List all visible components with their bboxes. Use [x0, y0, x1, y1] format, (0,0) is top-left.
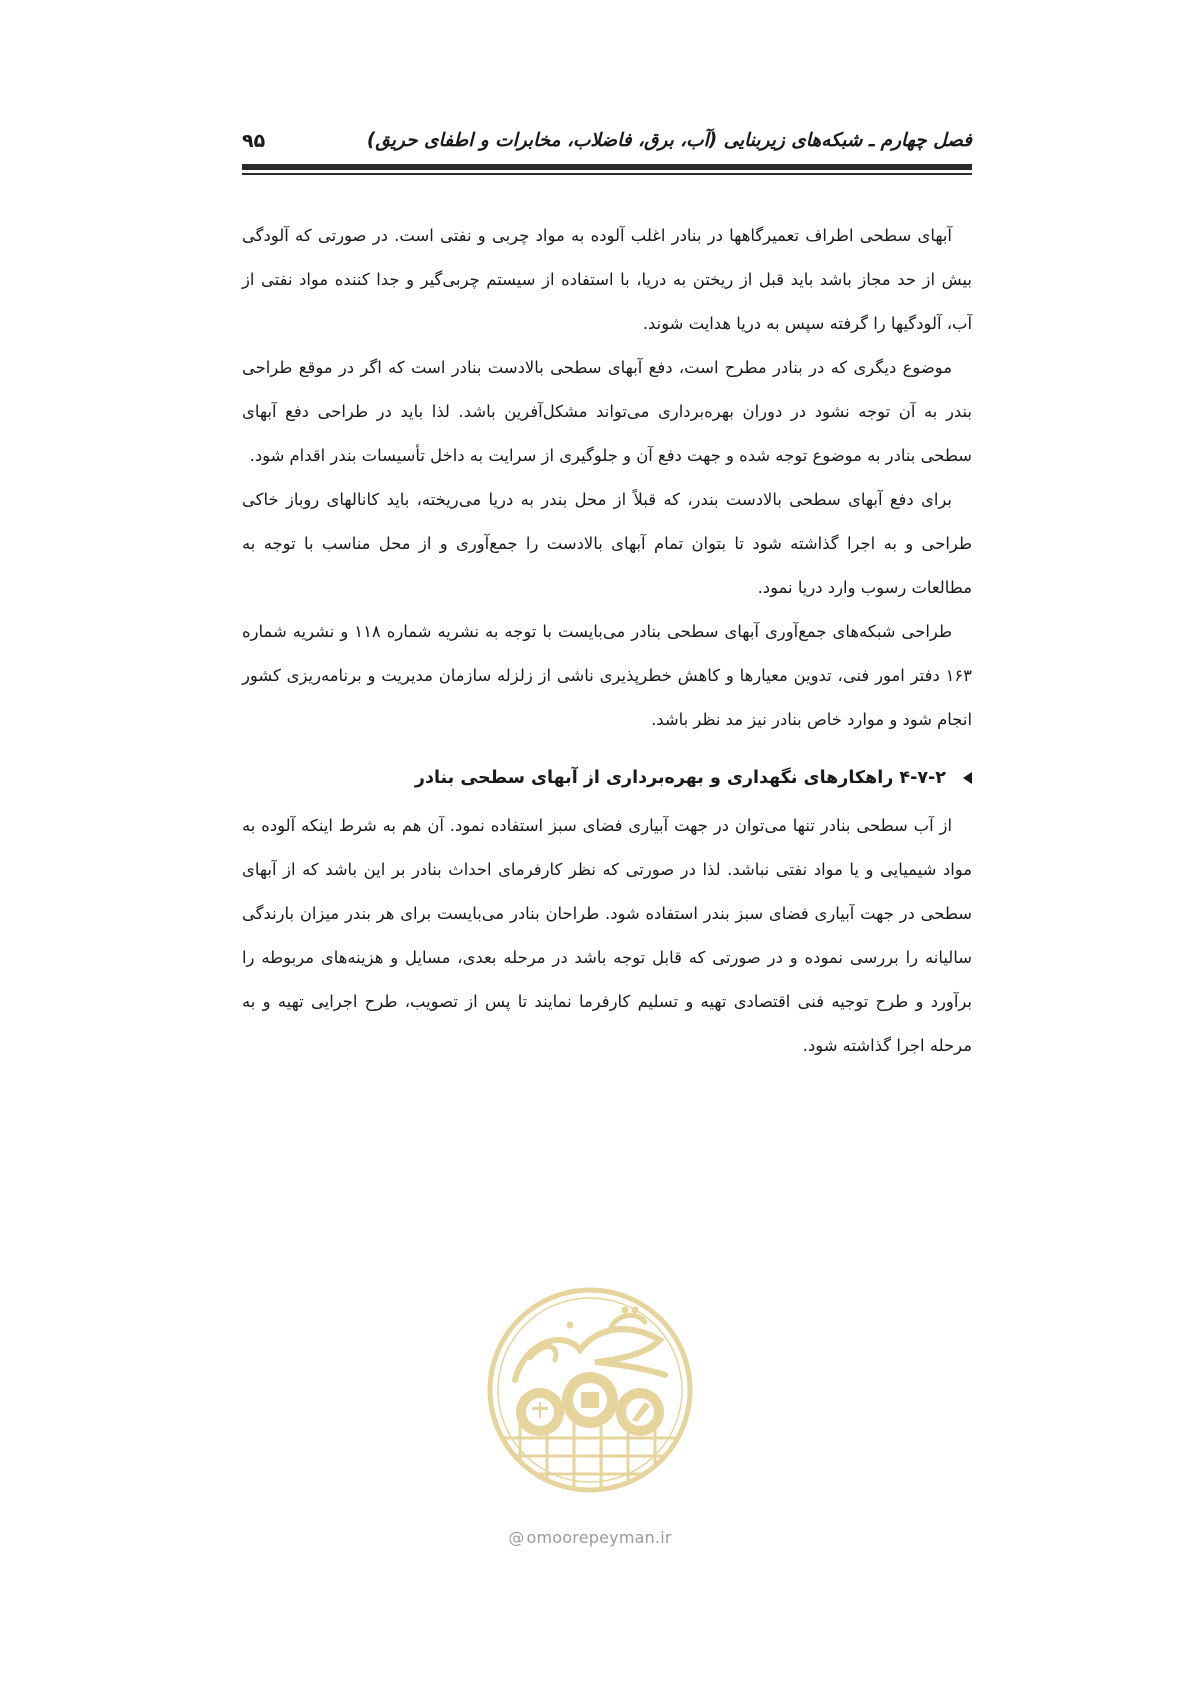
watermark-site-text	[485, 1528, 695, 1547]
triangle-bullet-icon	[963, 772, 972, 784]
header-rule-thin	[242, 173, 972, 175]
body-paragraph: برای دفع آبهای سطحی بالادست بندر، که قبلاً از محل بندر به دریا می‌ریخته، باید کانالهای روباز خاکی طراحی و به اجرا گذاشته شود تا بتوان تمام آبهای بالادست را جمع‌آوری و از محل مناسب با توجه به مطالعات رسوب وارد دریا نمود.	[242, 490, 972, 597]
page-number: ۹۵	[242, 130, 266, 152]
body-paragraph: موضوع دیگری که در بنادر مطرح است، دفع آبهای سطحی بالادست بنادر است که اگر در موقع طراحی بندر به آن توجه نشود در دوران بهره‌برداری می‌تواند مشکل‌آفرین باشد. لذا باید در طراحی دفع آبهای سطحی بنادر به موضوع توجه شده و جهت دفع آن و جلوگیری از سرایت به داخل تأسیسات بندر اقدام شود.	[242, 358, 972, 465]
page-header	[242, 124, 972, 164]
watermark	[485, 1270, 695, 1580]
body-paragraph: آبهای سطحی اطراف تعمیرگاهها در بنادر اغلب آلوده به مواد چربی و نفتی است. در صورتی که آلودگی بیش از حد مجاز باشد باید قبل از ریختن به دریا، با استفاده از سیستم چربی‌گیر و جدا کننده مواد نفتی از آب، آلودگیها را گرفته سپس به دریا هدایت شوند.	[242, 226, 972, 333]
body-paragraph: از آب سطحی بنادر تنها می‌توان در جهت آبیاری فضای سبز استفاده نمود. آن هم به شرط اینکه آلوده به مواد شیمیایی و یا مواد نفتی نباشد. لذا در صورتی که نظر کارفرمای احداث بنادر بر این باشد که از آبهای سطحی در جهت آبیاری فضای سبز بندر استفاده شود. طراحان بنادر می‌بایست برای هر بندر میزان بارندگی سالیانه را بررسی نموده و در صورتی که قابل توجه باشد در مرحله بعدی، مسایل و هزینه‌های مربوطه را برآورد و طرح توجیه فنی اقتصادی تهیه و تسلیم کارفرما نمایند تا پس از تصویب، طرح اجرایی تهیه و به مرحله اجرا گذاشته شود.	[242, 816, 972, 1055]
header-rule-thick	[242, 164, 972, 170]
at-sign-icon: @	[508, 1528, 525, 1547]
section-heading	[242, 756, 972, 800]
chapter-title: فصل چهارم ـ شبکه‌های زیربنایی (آب، برق، فاضلاب، مخابرات و اطفای حریق)	[366, 130, 972, 151]
section-heading-text: ۴-۷-۲ راهکارهای نگهداری و بهره‌برداری از آبهای سطحی بنادر	[414, 768, 946, 788]
watermark-logo-icon	[485, 1270, 695, 1520]
watermark-site-url: omoorepeyman.ir	[526, 1528, 672, 1547]
body-paragraph: طراحی شبکه‌های جمع‌آوری آبهای سطحی بنادر می‌بایست با توجه به نشریه شماره ۱۱۸ و نشریه شماره ۱۶۳ دفتر امور فنی، تدوین معیارها و کاهش خطرپذیری ناشی از زلزله سازمان مدیریت و برنامه‌ریزی کشور انجام شود و موارد خاص بنادر نیز مد نظر باشد.	[242, 622, 972, 729]
page-body	[242, 214, 972, 1068]
